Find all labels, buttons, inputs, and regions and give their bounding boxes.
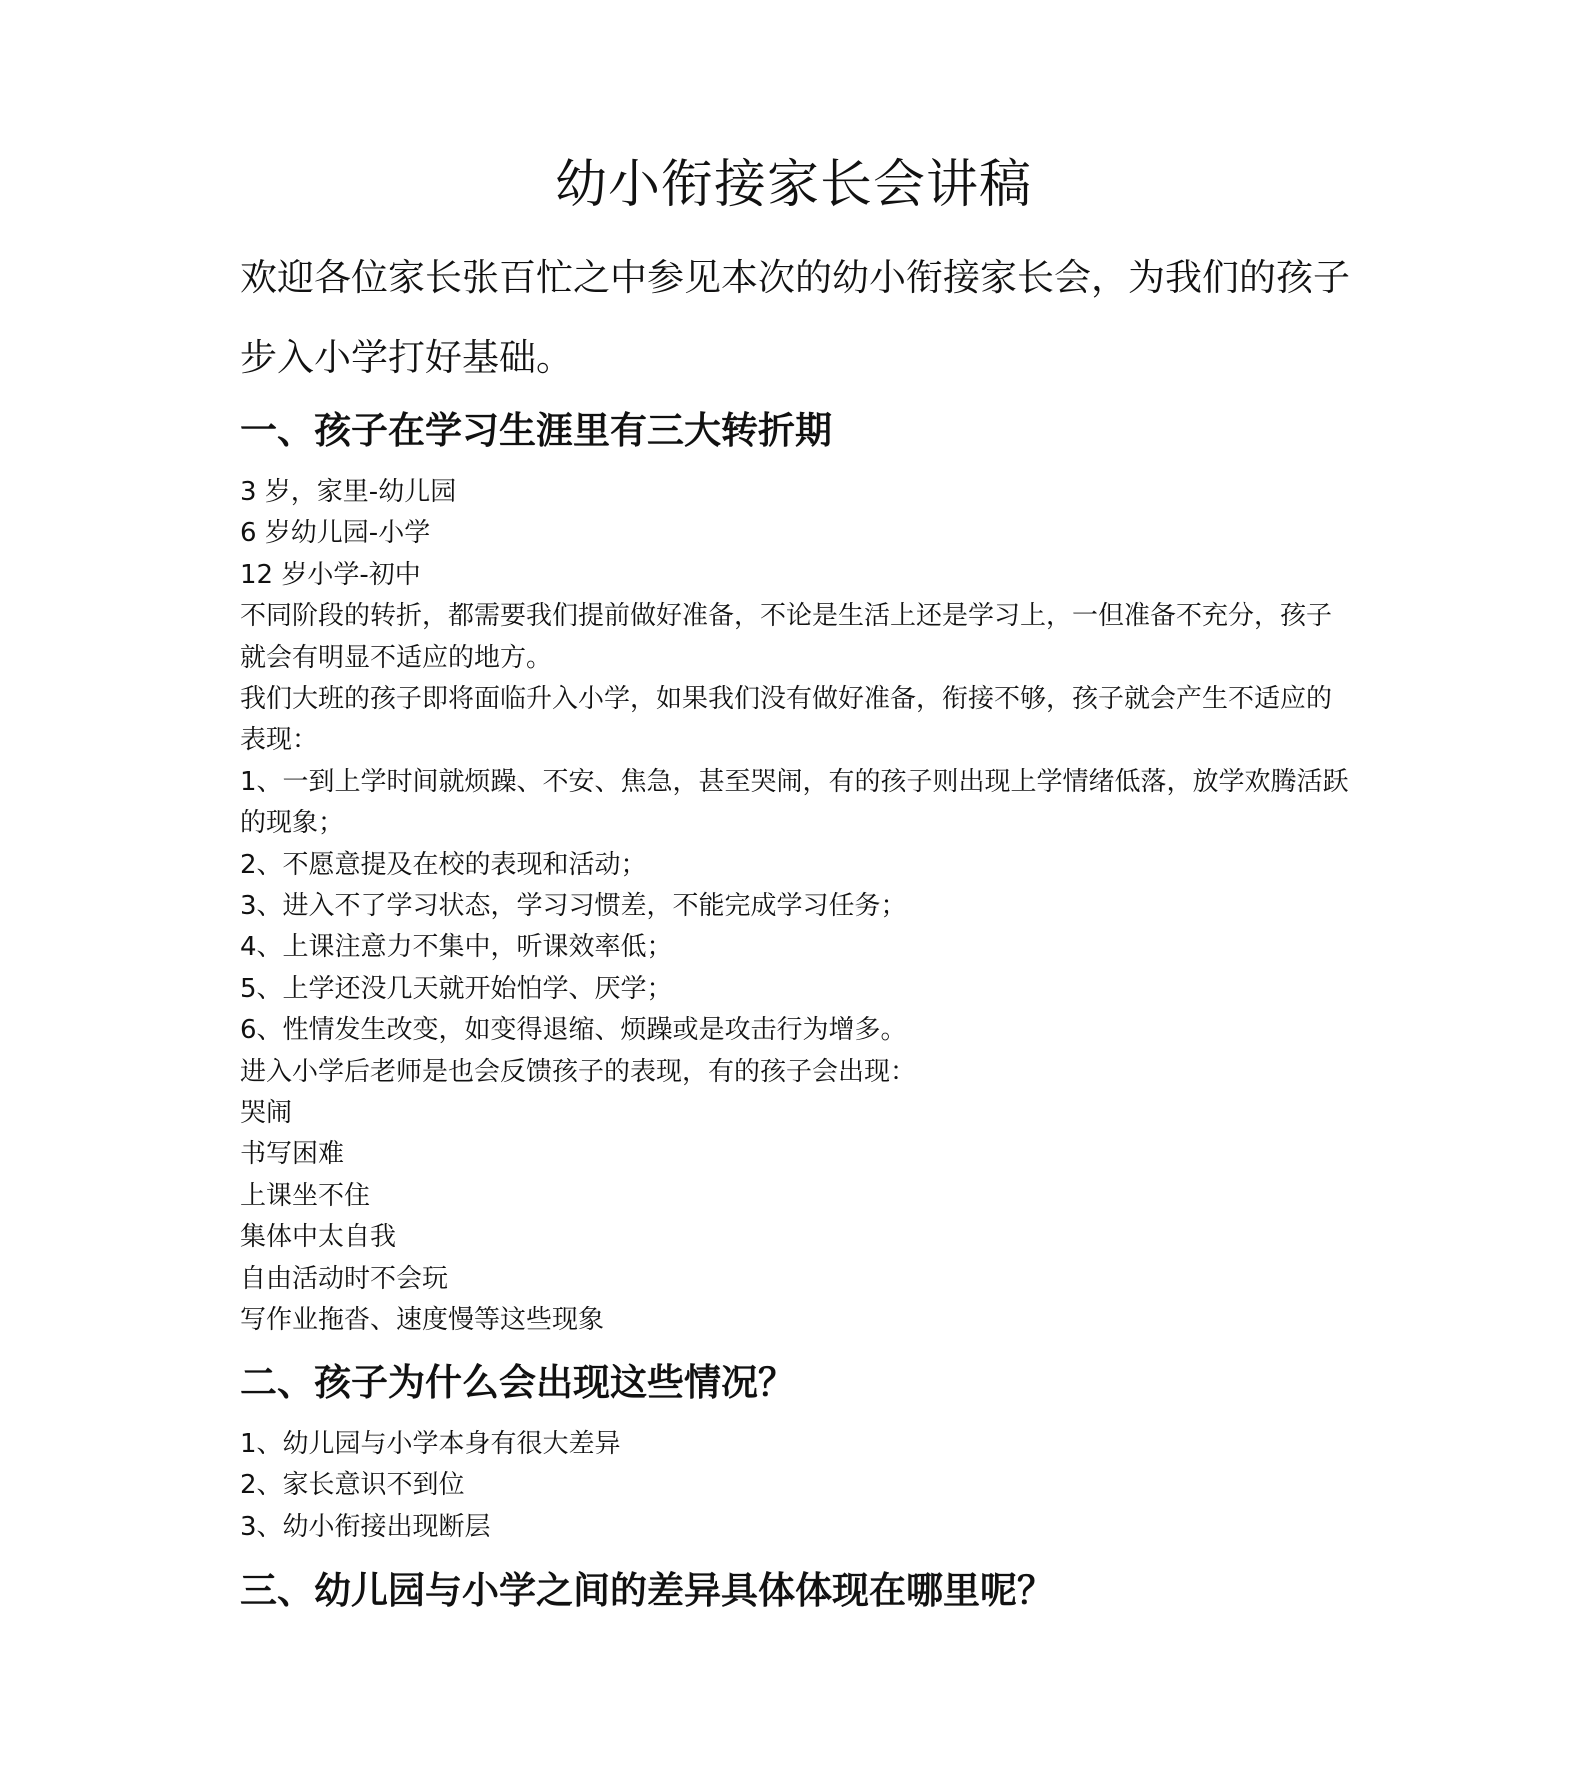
symptom-item: 5、上学还没几天就开始怕学、厌学；: [240, 973, 673, 1004]
stage-item: 3 岁，家里-幼儿园: [240, 477, 457, 507]
section-2-body: [240, 1424, 1350, 1548]
reason-item: 1、幼儿园与小学本身有很大差异: [240, 1429, 621, 1459]
symptom-item: 4、上课注意力不集中，听课效率低；: [240, 932, 673, 963]
stage-item: 6 岁幼儿园-小学: [240, 518, 431, 549]
feedback-item: 书写困难: [240, 1139, 345, 1170]
stage-item: 12 岁小学-初中: [240, 559, 421, 590]
feedback-item: 哭闹: [240, 1097, 293, 1128]
reason-item: 3、幼小衔接出现断层: [240, 1511, 491, 1542]
transition-paragraph: 不同阶段的转折，都需要我们提前做好准备，不论是生活上还是学习上，一但准备不充分，孩子就会有明显不适应的地方。: [240, 601, 1333, 673]
feedback-item: 自由活动时不会玩: [240, 1263, 449, 1294]
symptom-item: 3、进入不了学习状态，学习习惯差，不能完成学习任务；: [240, 891, 907, 921]
intro-paragraph: 欢迎各位家长张百忙之中参见本次的幼小衔接家长会，为我们的孩子步入小学打好基础。: [240, 256, 1350, 379]
symptom-item: 1、一到上学时间就烦躁、不安、焦急，甚至哭闹，有的孩子则出现上学情绪低落，放学欢腾活跃的现象；: [240, 766, 1349, 839]
section-2-heading: 二、孩子为什么会出现这些情况？: [240, 1360, 795, 1404]
symptom-item: 6、性情发生改变，如变得退缩、烦躁或是攻击行为增多。: [240, 1015, 907, 1046]
feedback-item: 写作业拖沓、速度慢等这些现象: [240, 1304, 605, 1335]
feedback-item: 集体中太自我: [240, 1222, 397, 1253]
section-1-body: [240, 472, 1350, 1341]
teacher-feedback-intro: 进入小学后老师是也会反馈孩子的表现，有的孩子会出现：: [240, 1056, 917, 1087]
section-3-heading: 三、幼儿园与小学之间的差异具体体现在哪里呢？: [240, 1568, 1054, 1612]
document-title: 幼小衔接家长会讲稿: [554, 155, 1032, 215]
section-1-heading: 一、孩子在学习生涯里有三大转折期: [240, 408, 832, 452]
symptom-item: 2、不愿意提及在校的表现和活动；: [240, 849, 647, 880]
reason-item: 2、家长意识不到位: [240, 1470, 465, 1501]
feedback-item: 上课坐不住: [240, 1180, 371, 1211]
unprepared-paragraph: 我们大班的孩子即将面临升入小学，如果我们没有做好准备，衔接不够，孩子就会产生不适应的表现：: [240, 683, 1333, 756]
